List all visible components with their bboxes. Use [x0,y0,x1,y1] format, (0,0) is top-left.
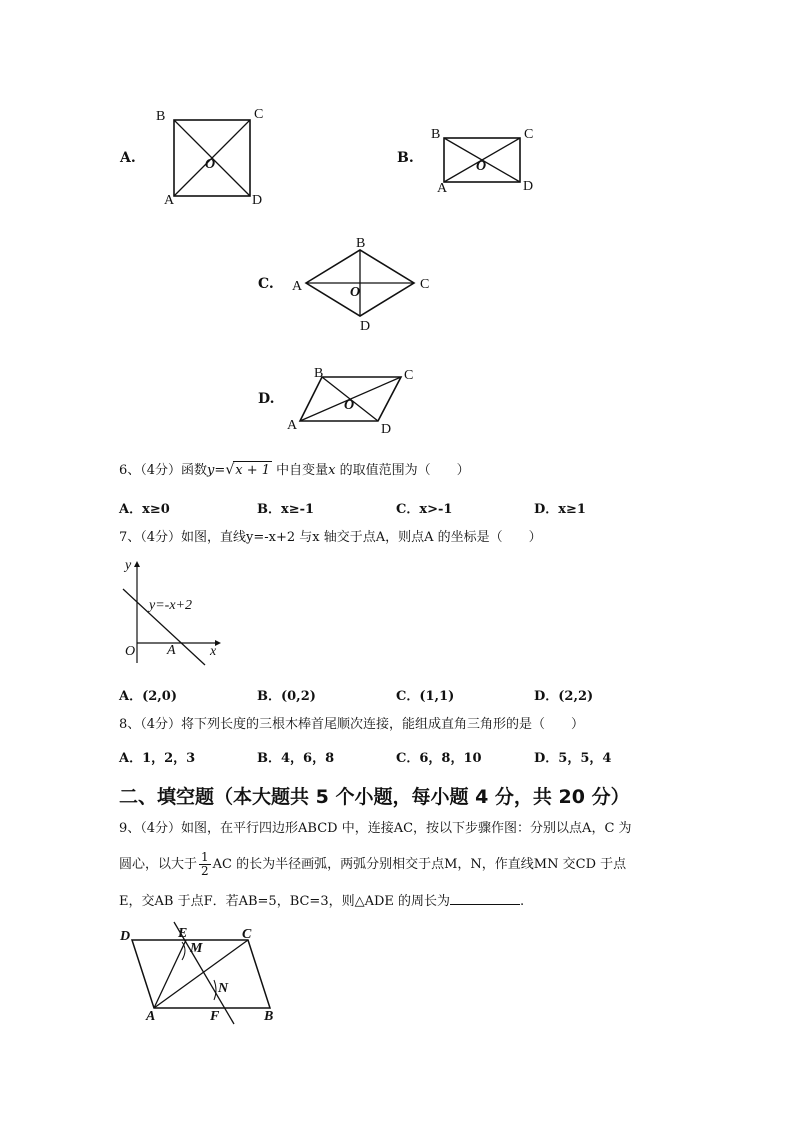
vertex-label-B: B [431,127,441,142]
sqrt-radicand: x + 1 [235,463,270,478]
vertex-label-C: C [242,927,252,942]
parallelogram-construction-figure [112,920,292,1026]
line-equation-label: y=-x+2 [149,598,192,613]
section-heading: 二、填空题（本大题共 5 个小题，每小题 4 分，共 20 分） [119,786,630,808]
question-9-line-3: E，交AB 于点F．若AB=5，BC=3，则△ADE 的周长为 . [119,894,525,909]
q8-choice-d: D．5，5，4 [534,751,612,766]
option-c-label: C. [258,276,274,292]
vertex-label-C: C [404,368,414,383]
square-figure [150,100,280,210]
vertex-label-D: D [523,179,534,194]
point-label-M: M [190,941,203,956]
q6-choice-b: B．x≥-1 [257,502,315,517]
vertex-label-A: A [146,1009,156,1024]
rectangle-figure [425,120,550,195]
vertex-label-A: A [292,279,303,294]
vertex-label-D: D [252,193,263,208]
rhombus-figure [288,232,448,334]
question-9-line-2: 圆心，以大于 $\frac{1}{2}$ AC 的长为半径画弧，两弧分别相交于点M，N，作直线MN 交CD 于点 [119,850,627,878]
vertex-label-C: C [254,107,264,122]
center-label-O: O [476,159,487,174]
answer-blank [450,904,520,905]
question-8: 8、（4分）将下列长度的三根木棒首尾顺次连接，能组成直角三角形的是（ ） [119,717,585,732]
vertex-label-B: B [314,366,324,381]
center-label-O: O [205,157,216,172]
option-a-label: A. [120,150,136,166]
vertex-label-C: C [524,127,534,142]
point-label-N: N [218,981,229,996]
point-label-E: E [178,926,188,941]
point-label-F: F [210,1009,220,1024]
origin-label: O [125,644,136,659]
vertex-label-A: A [437,181,448,195]
fraction-one-half: $\frac{1}{2}$ [201,850,209,878]
vertex-label-C: C [420,277,430,292]
line-graph-figure [115,555,225,670]
vertex-label-A: A [287,418,298,433]
q7-choice-b: B．(0,2) [257,689,316,704]
axis-label-x: x [210,644,217,659]
vertex-label-B: B [264,1009,274,1024]
question-7: 7、（4分）如图，直线y=-x+2 与x 轴交于点A，则点A 的坐标是（ ） [119,530,542,545]
vertex-label-B: B [356,236,366,251]
axis-label-y: y [125,558,132,573]
q6-choice-c: C．x>-1 [396,502,453,517]
center-label-O: O [344,398,355,413]
q6-choice-d: D．x≥1 [534,502,586,517]
vertex-label-A: A [164,193,175,208]
q6-choice-a: A．x≥0 [119,502,170,517]
parallelogram-figure [285,363,425,437]
vertex-label-D: D [360,319,371,334]
center-label-O: O [350,285,361,300]
vertex-label-D: D [381,422,392,437]
option-b-label: B. [397,150,414,166]
question-9-line-1: 9、（4分）如图，在平行四边形ABCD 中，连接AC，按以下步骤作图：分别以点A，C 为 [119,821,632,836]
vertex-label-D: D [120,929,131,944]
q8-choice-b: B．4，6，8 [257,751,335,766]
q7-choice-a: A．(2,0) [119,689,178,704]
question-6: 6、（4分）函数y=√x + 1 中自变量x 的取值范围为（ ） [119,462,470,478]
q8-choice-c: C．6，8，10 [396,751,482,766]
q7-choice-c: C．(1,1) [396,689,455,704]
option-d-label: D. [258,391,275,407]
q8-choice-a: A．1，2，3 [119,751,196,766]
vertex-label-B: B [156,109,166,124]
point-label-A: A [167,643,176,658]
q7-choice-d: D．(2,2) [534,689,594,704]
